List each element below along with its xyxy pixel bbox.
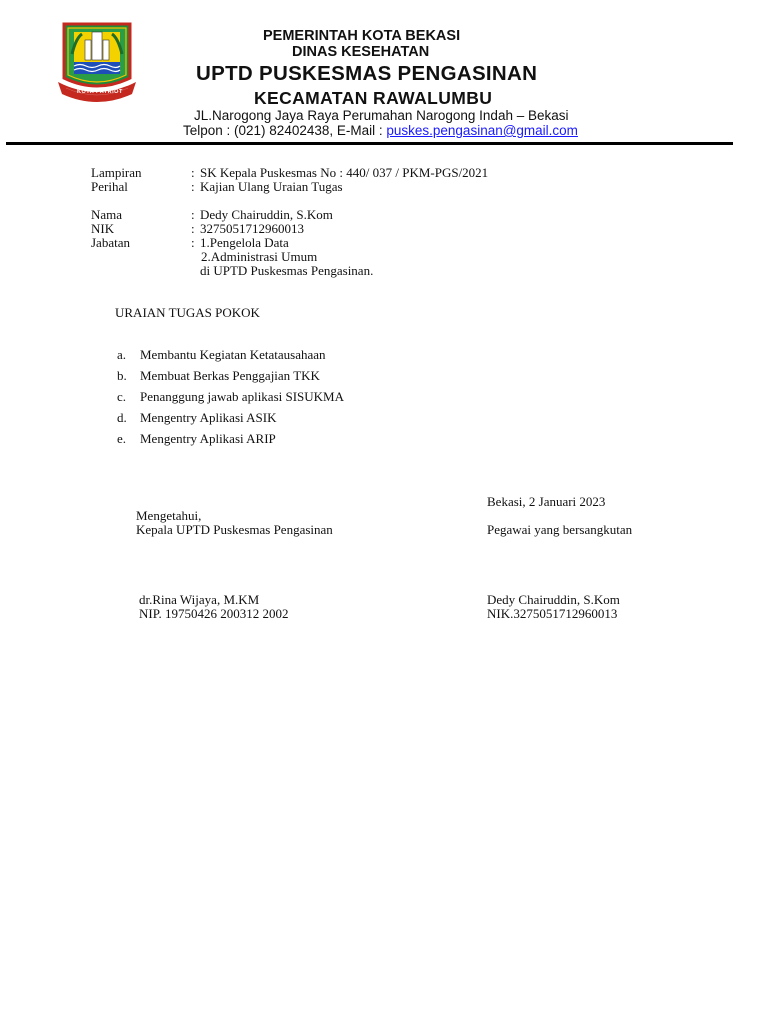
right-signer-nik: NIK.3275051712960013 bbox=[487, 606, 618, 621]
phone-text: Telpon : (021) 82402438, E-Mail : bbox=[183, 123, 387, 138]
nama-value: Dedy Chairuddin, S.Kom bbox=[200, 207, 333, 222]
left-signer-nip: NIP. 19750426 200312 2002 bbox=[139, 606, 289, 621]
perihal-value: Kajian Ulang Uraian Tugas bbox=[200, 179, 343, 194]
place-date: Bekasi, 2 Januari 2023 bbox=[487, 494, 606, 509]
left-signer-name: dr.Rina Wijaya, M.KM bbox=[139, 592, 260, 607]
right-signer-name: Dedy Chairuddin, S.Kom bbox=[487, 592, 620, 607]
left-signature-intro: Mengetahui, bbox=[136, 508, 202, 523]
lampiran-value: SK Kepala Puskesmas No : 440/ 037 / PKM-PGS/2021 bbox=[200, 165, 489, 180]
right-signature-title: Pegawai yang bersangkutan bbox=[487, 522, 633, 537]
list-text: Membantu Kegiatan Ketatausahaan bbox=[140, 347, 326, 362]
list-marker: d. bbox=[117, 410, 127, 425]
letterhead-address: JL.Narogong Jaya Raya Perumahan Narogong Indah – Bekasi bbox=[194, 108, 569, 123]
list-marker: b. bbox=[117, 368, 127, 383]
colon: : bbox=[191, 235, 195, 250]
nama-label: Nama bbox=[91, 207, 123, 222]
letterhead-government-name: PEMERINTAH KOTA BEKASI bbox=[263, 28, 461, 44]
letterhead-department-name: DINAS KESEHATAN bbox=[292, 44, 430, 60]
duties-heading: URAIAN TUGAS POKOK bbox=[115, 305, 260, 320]
list-text: Mengentry Aplikasi ASIK bbox=[140, 410, 277, 425]
email-link[interactable]: puskes.pengasinan@gmail.com bbox=[386, 123, 578, 138]
letterhead-institution-name: UPTD PUSKESMAS PENGASINAN bbox=[196, 62, 538, 85]
list-text: Mengentry Aplikasi ARIP bbox=[140, 431, 276, 446]
list-text: Penanggung jawab aplikasi SISUKMA bbox=[140, 389, 345, 404]
lampiran-label: Lampiran bbox=[91, 165, 142, 180]
list-marker: e. bbox=[117, 431, 127, 446]
list-text: Membuat Berkas Penggajian TKK bbox=[140, 368, 320, 383]
nik-label: NIK bbox=[91, 221, 115, 236]
list-marker: a. bbox=[117, 347, 127, 362]
left-signature-title: Kepala UPTD Puskesmas Pengasinan bbox=[136, 522, 333, 537]
list-marker: c. bbox=[117, 389, 127, 404]
colon: : bbox=[191, 165, 195, 180]
colon: : bbox=[191, 221, 195, 236]
colon: : bbox=[191, 207, 195, 222]
nik-value: 3275051712960013 bbox=[200, 221, 304, 236]
perihal-label: Perihal bbox=[91, 179, 128, 194]
colon: : bbox=[191, 179, 195, 194]
letterhead-divider bbox=[6, 142, 733, 145]
letterhead-contact bbox=[183, 123, 578, 138]
jabatan-line-3: di UPTD Puskesmas Pengasinan. bbox=[200, 263, 374, 278]
jabatan-line-2: 2.Administrasi Umum bbox=[201, 249, 318, 264]
logo-ribbon-text: KOTA PATRIOT bbox=[77, 89, 123, 95]
letterhead-district-name: KECAMATAN RAWALUMBU bbox=[254, 88, 493, 108]
jabatan-label: Jabatan bbox=[91, 235, 130, 250]
jabatan-line-1: 1.Pengelola Data bbox=[200, 235, 289, 250]
